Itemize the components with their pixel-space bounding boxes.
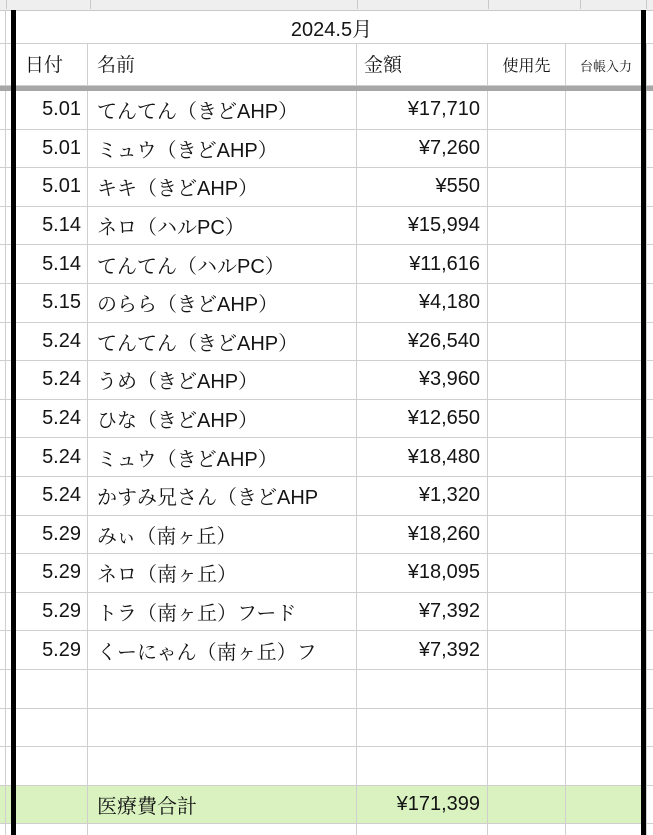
- cell-name[interactable]: トラ（南ヶ丘）フード: [88, 593, 357, 631]
- right-margin-cell: [647, 44, 653, 85]
- cell-ledger[interactable]: [566, 361, 647, 399]
- cell-usage[interactable]: [488, 323, 566, 361]
- right-margin-cell: [647, 554, 653, 592]
- table-row: [0, 438, 653, 477]
- cell-ledger[interactable]: [566, 824, 647, 835]
- cell-name[interactable]: キキ（きどAHP）: [88, 168, 357, 206]
- table-right-thick-border: [641, 10, 646, 835]
- table-row: [0, 670, 653, 709]
- cell-ledger[interactable]: [566, 284, 647, 322]
- right-margin-cell: [647, 824, 653, 835]
- table-row: [0, 245, 653, 284]
- cell-amount[interactable]: ¥26,540: [357, 323, 488, 361]
- table-row: [0, 554, 653, 593]
- right-margin-cell: [647, 516, 653, 554]
- gridline: [488, 0, 489, 9]
- cell-name[interactable]: てんてん（きどAHP）: [88, 91, 357, 129]
- right-margin-cell: [647, 631, 653, 669]
- right-margin-cell: [647, 593, 653, 631]
- table-row: [0, 400, 653, 439]
- right-margin-cell: [647, 11, 653, 43]
- right-margin-cell: [647, 207, 653, 245]
- cell-usage[interactable]: [488, 631, 566, 669]
- cell-date[interactable]: [16, 670, 88, 708]
- cell-name[interactable]: うめ（きどAHP）: [88, 361, 357, 399]
- bottom-partial-row: [0, 824, 653, 835]
- table-body: [0, 91, 653, 786]
- right-margin-cell: [647, 168, 653, 206]
- table-row: [0, 91, 653, 130]
- cell-ledger[interactable]: [566, 438, 647, 476]
- cell-ledger[interactable]: [566, 709, 647, 747]
- cell-name[interactable]: [88, 709, 357, 747]
- cell-date[interactable]: [16, 709, 88, 747]
- right-margin-cell: [647, 361, 653, 399]
- title-row: [0, 11, 653, 44]
- column-header-ledger[interactable]: 台帳入力: [566, 44, 647, 85]
- table-row: [0, 361, 653, 400]
- cell-amount[interactable]: ¥7,260: [357, 130, 488, 168]
- table-row: [0, 168, 653, 207]
- cell-ledger[interactable]: [566, 631, 647, 669]
- table-row: [0, 323, 653, 362]
- column-header-amount[interactable]: 金額: [357, 44, 488, 85]
- cell-amount[interactable]: ¥18,095: [357, 554, 488, 592]
- cell-ledger[interactable]: [566, 670, 647, 708]
- cell-amount[interactable]: ¥15,994: [357, 207, 488, 245]
- table-row: [0, 631, 653, 670]
- right-margin-cell: [647, 400, 653, 438]
- table-row: [0, 477, 653, 516]
- cell-usage[interactable]: [488, 516, 566, 554]
- cell-date[interactable]: 5.14: [16, 245, 88, 283]
- cell-amount[interactable]: [357, 747, 488, 785]
- cell-usage[interactable]: [488, 747, 566, 785]
- cell-date[interactable]: 5.24: [16, 438, 88, 476]
- cell-ledger[interactable]: [566, 747, 647, 785]
- total-row: [0, 786, 653, 825]
- cell-date[interactable]: [16, 824, 88, 835]
- cell-usage[interactable]: [488, 554, 566, 592]
- column-header-date[interactable]: 日付: [16, 44, 88, 85]
- table-row: [0, 593, 653, 632]
- cell-amount[interactable]: [357, 824, 488, 835]
- cell-usage[interactable]: [488, 91, 566, 129]
- cell-usage[interactable]: [488, 245, 566, 283]
- right-margin-cell: [647, 438, 653, 476]
- table-row: [0, 709, 653, 748]
- cell-date[interactable]: 5.24: [16, 323, 88, 361]
- cell-amount[interactable]: ¥18,480: [357, 438, 488, 476]
- table-row: [0, 130, 653, 169]
- cell-usage[interactable]: [488, 207, 566, 245]
- cell-amount[interactable]: ¥7,392: [357, 593, 488, 631]
- cell-usage[interactable]: [488, 709, 566, 747]
- cell-date[interactable]: 5.15: [16, 284, 88, 322]
- cell-usage[interactable]: [488, 284, 566, 322]
- cell-date[interactable]: 5.29: [16, 516, 88, 554]
- cell-date[interactable]: 5.01: [16, 91, 88, 129]
- table-row: [0, 516, 653, 555]
- cell-usage[interactable]: [488, 130, 566, 168]
- cell-usage[interactable]: [488, 168, 566, 206]
- cell-name[interactable]: のらら（きどAHP）: [88, 284, 357, 322]
- cell-ledger[interactable]: [566, 516, 647, 554]
- cell-usage[interactable]: [488, 593, 566, 631]
- cell-ledger[interactable]: [566, 245, 647, 283]
- sheet-title-cell[interactable]: 2024.5月: [290, 18, 373, 41]
- cell-usage[interactable]: [488, 400, 566, 438]
- cell-name[interactable]: [88, 670, 357, 708]
- cell-date[interactable]: 5.14: [16, 207, 88, 245]
- header-row: [0, 44, 653, 86]
- cell-name[interactable]: かすみ兄さん（きどAHP: [88, 477, 357, 515]
- cell-usage[interactable]: [488, 824, 566, 835]
- gridline: [646, 0, 647, 9]
- right-margin-cell: [647, 786, 653, 824]
- cell-name[interactable]: ミュウ（きどAHP）: [88, 130, 357, 168]
- cell-date[interactable]: 5.01: [16, 130, 88, 168]
- column-header-usage[interactable]: 使用先: [488, 44, 566, 85]
- cell-usage[interactable]: [488, 361, 566, 399]
- cell-date[interactable]: 5.29: [16, 593, 88, 631]
- right-margin-cell: [647, 477, 653, 515]
- top-partial-row: [0, 0, 653, 11]
- cell-name[interactable]: みぃ（南ヶ丘）: [88, 516, 357, 554]
- table-row: [0, 207, 653, 246]
- cell-date[interactable]: 5.24: [16, 477, 88, 515]
- cell-amount[interactable]: ¥4,180: [357, 284, 488, 322]
- cell-usage[interactable]: [488, 438, 566, 476]
- right-margin-cell: [647, 747, 653, 785]
- cell-amount[interactable]: ¥18,260: [357, 516, 488, 554]
- cell-amount[interactable]: [357, 709, 488, 747]
- cell-usage[interactable]: [488, 477, 566, 515]
- cell-total-amount[interactable]: ¥171,399: [357, 786, 488, 824]
- table-row: [0, 747, 653, 786]
- right-margin-cell: [647, 91, 653, 129]
- right-margin-cell: [647, 670, 653, 708]
- right-margin-cell: [647, 130, 653, 168]
- cell-ledger[interactable]: [566, 130, 647, 168]
- cell-total-date[interactable]: [16, 786, 88, 824]
- table-left-thick-border: [11, 10, 16, 835]
- cell-amount[interactable]: ¥1,320: [357, 477, 488, 515]
- right-margin-cell: [647, 245, 653, 283]
- cell-date[interactable]: 5.29: [16, 631, 88, 669]
- cell-total-usage[interactable]: [488, 786, 566, 824]
- right-margin-cell: [647, 709, 653, 747]
- cell-total-label[interactable]: 医療費合計: [88, 786, 357, 824]
- cell-ledger[interactable]: [566, 554, 647, 592]
- cell-amount[interactable]: ¥7,392: [357, 631, 488, 669]
- table-row: [0, 284, 653, 323]
- cell-amount[interactable]: ¥17,710: [357, 91, 488, 129]
- cell-amount[interactable]: [357, 670, 488, 708]
- cell-ledger[interactable]: [566, 400, 647, 438]
- cell-ledger[interactable]: [566, 168, 647, 206]
- cell-name[interactable]: てんてん（きどAHP）: [88, 323, 357, 361]
- cell-name[interactable]: ひな（きどAHP）: [88, 400, 357, 438]
- cell-ledger[interactable]: [566, 91, 647, 129]
- cell-date[interactable]: 5.01: [16, 168, 88, 206]
- gridline: [357, 0, 358, 9]
- cell-amount[interactable]: ¥550: [357, 168, 488, 206]
- right-margin-cell: [647, 323, 653, 361]
- cell-usage[interactable]: [488, 670, 566, 708]
- cell-name[interactable]: てんてん（ハルPC）: [88, 245, 357, 283]
- cell-date[interactable]: [16, 747, 88, 785]
- cell-ledger[interactable]: [566, 323, 647, 361]
- cell-ledger[interactable]: [566, 593, 647, 631]
- cell-name[interactable]: [88, 824, 357, 835]
- column-header-name[interactable]: 名前: [88, 44, 357, 85]
- cell-amount[interactable]: ¥12,650: [357, 400, 488, 438]
- gridline: [6, 0, 7, 9]
- cell-amount[interactable]: ¥3,960: [357, 361, 488, 399]
- right-margin-cell: [647, 284, 653, 322]
- cell-name[interactable]: [88, 747, 357, 785]
- cell-name[interactable]: ネロ（南ヶ丘）: [88, 554, 357, 592]
- cell-ledger[interactable]: [566, 477, 647, 515]
- cell-name[interactable]: くーにゃん（南ヶ丘）フ: [88, 631, 357, 669]
- cell-date[interactable]: 5.24: [16, 400, 88, 438]
- cell-date[interactable]: 5.29: [16, 554, 88, 592]
- cell-total-ledger[interactable]: [566, 786, 647, 824]
- cell-date[interactable]: 5.24: [16, 361, 88, 399]
- cell-name[interactable]: ネロ（ハルPC）: [88, 207, 357, 245]
- cell-amount[interactable]: ¥11,616: [357, 245, 488, 283]
- gridline: [580, 0, 581, 9]
- cell-name[interactable]: ミュウ（きどAHP）: [88, 438, 357, 476]
- cell-ledger[interactable]: [566, 207, 647, 245]
- gridline: [90, 0, 91, 9]
